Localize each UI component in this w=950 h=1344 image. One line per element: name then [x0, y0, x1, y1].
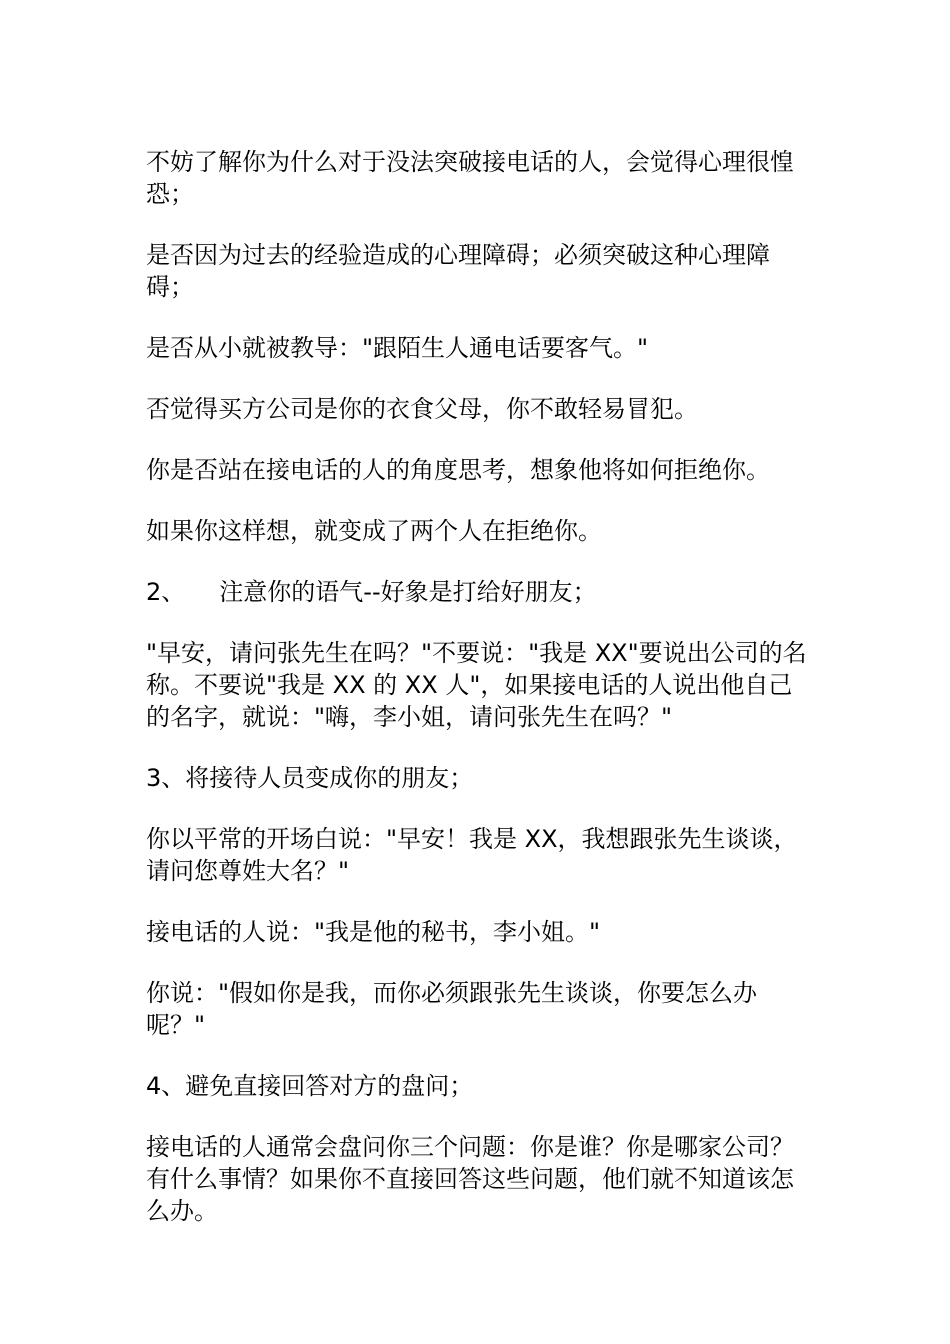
paragraph: 接电话的人说："我是他的秘书，李小姐。" [146, 918, 601, 946]
document-page [146, 146, 814, 1256]
paragraph: 你是否站在接电话的人的角度思考，想象他将如何拒绝你。 [146, 456, 770, 484]
paragraph: 如果你这样想，就变成了两个人在拒绝你。 [146, 517, 602, 545]
section-heading: 4、避免直接回答对方的盘问； [146, 1072, 474, 1100]
section-heading [146, 576, 814, 608]
paragraph: 你以平常的开场白说："早安！我是 XX，我想跟张先生谈谈，请问您尊姓大名？" [146, 825, 798, 885]
paragraph: 否觉得买方公司是你的衣食父母，你不敢轻易冒犯。 [146, 395, 698, 423]
section-number: 2、 [146, 578, 186, 606]
paragraph: 你说："假如你是我，而你必须跟张先生谈谈，你要怎么办呢？" [146, 979, 758, 1039]
paragraph: 是否因为过去的经验造成的心理障碍；必须突破这种心理障碍； [146, 241, 770, 301]
paragraph: 是否从小就被教导："跟陌生人通电话要客气。" [146, 334, 649, 362]
section-heading: 3、将接待人员变成你的朋友； [146, 764, 474, 792]
section-title: 注意你的语气--好象是打给好朋友； [219, 578, 597, 606]
paragraph: "早安，请问张先生在吗？"不要说："我是 XX"要说出公司的名称。不要说"我是 XX 的 XX 人"，如果接电话的人说出他自己的名字，就说："嗨，李小姐，请问张先生在吗？" [146, 639, 807, 731]
paragraph: 不妨了解你为什么对于没法突破接电话的人，会觉得心理很惶恐； [146, 148, 794, 208]
paragraph: 接电话的人通常会盘问你三个问题：你是谁？你是哪家公司？有什么事情？如果你不直接回答这些问题，他们就不知道该怎么办。 [146, 1133, 794, 1225]
